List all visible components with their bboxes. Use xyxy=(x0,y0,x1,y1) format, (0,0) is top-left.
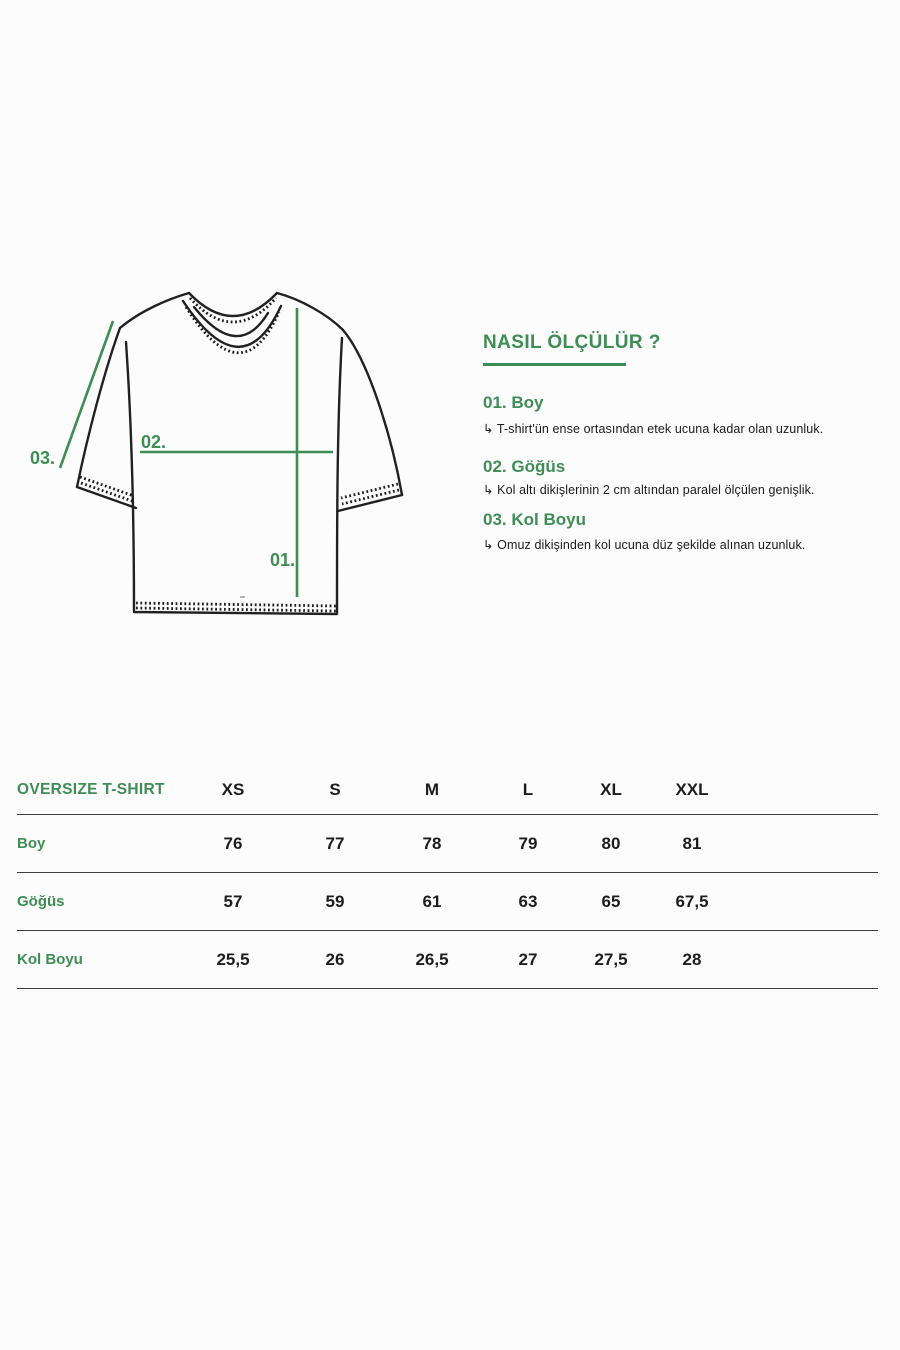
measure-label-sleeve: 03. xyxy=(30,448,56,468)
size-value-cell: 80 xyxy=(601,833,621,853)
size-col-header-xl: XL xyxy=(600,780,622,799)
size-value-cell: 27,5 xyxy=(594,949,628,969)
size-value-cell: 25,5 xyxy=(216,949,250,969)
tshirt-diagram xyxy=(0,260,460,640)
row-label: Boy xyxy=(17,835,46,852)
size-table-header-row xyxy=(17,766,878,815)
size-value-cell: 28 xyxy=(682,949,702,969)
size-col-header-xxl: XXL xyxy=(675,780,709,799)
row-label: Göğüs xyxy=(17,893,65,910)
table-row-boy xyxy=(17,815,878,873)
size-col-header-xs: XS xyxy=(221,780,245,799)
size-value-cell: 26 xyxy=(325,949,345,969)
how-to-measure-title: NASIL ÖLÇÜLÜR ? xyxy=(483,332,661,353)
measure-item-label: 03. Kol Boyu xyxy=(483,510,586,529)
size-table xyxy=(17,766,878,989)
size-value-cell: 65 xyxy=(601,891,621,911)
tshirt-outline xyxy=(77,293,402,614)
measure-item-desc: ↳ Omuz dikişinden kol ucuna düz şekilde alınan uzunluk. xyxy=(483,538,806,552)
size-col-header-l: L xyxy=(522,780,534,799)
size-value-cell: 57 xyxy=(223,891,243,911)
size-value-cell: 77 xyxy=(325,833,345,853)
measure-item-boy xyxy=(483,393,895,437)
measure-item-label: 02. Göğüs xyxy=(483,457,566,476)
size-table-title: OVERSIZE T-SHIRT xyxy=(17,781,165,798)
table-row-kol-boyu xyxy=(17,931,878,989)
size-value-cell: 63 xyxy=(518,891,538,911)
size-value-cell: 61 xyxy=(422,891,442,911)
size-value-cell: 81 xyxy=(682,833,702,853)
size-value-cell: 59 xyxy=(325,891,345,911)
size-col-header-s: S xyxy=(329,780,341,799)
size-value-cell: 76 xyxy=(223,833,243,853)
size-value-cell: 26,5 xyxy=(415,949,449,969)
table-row-gogus xyxy=(17,873,878,931)
measure-item-kol-boyu xyxy=(483,510,895,553)
size-value-cell: 27 xyxy=(518,949,538,969)
title-underline xyxy=(483,363,626,366)
measure-label-length: 01. xyxy=(270,550,296,570)
how-to-measure-section xyxy=(483,331,895,553)
size-col-header-m: M xyxy=(424,780,440,799)
row-label: Kol Boyu xyxy=(17,951,83,968)
measure-item-gogus xyxy=(483,457,895,498)
size-value-cell: 67,5 xyxy=(675,891,709,911)
size-value-cell: 79 xyxy=(518,833,538,853)
measure-item-desc: ↳ Kol altı dikişlerinin 2 cm altından paralel ölçülen genişlik. xyxy=(483,483,815,497)
stitching-marks xyxy=(80,298,399,611)
measure-item-label: 01. Boy xyxy=(483,393,544,412)
measure-label-chest: 02. xyxy=(141,432,167,452)
size-value-cell: 78 xyxy=(422,833,442,853)
measure-item-desc: ↳ T-shirt'ün ense ortasından etek ucuna kadar olan uzunluk. xyxy=(483,422,824,436)
